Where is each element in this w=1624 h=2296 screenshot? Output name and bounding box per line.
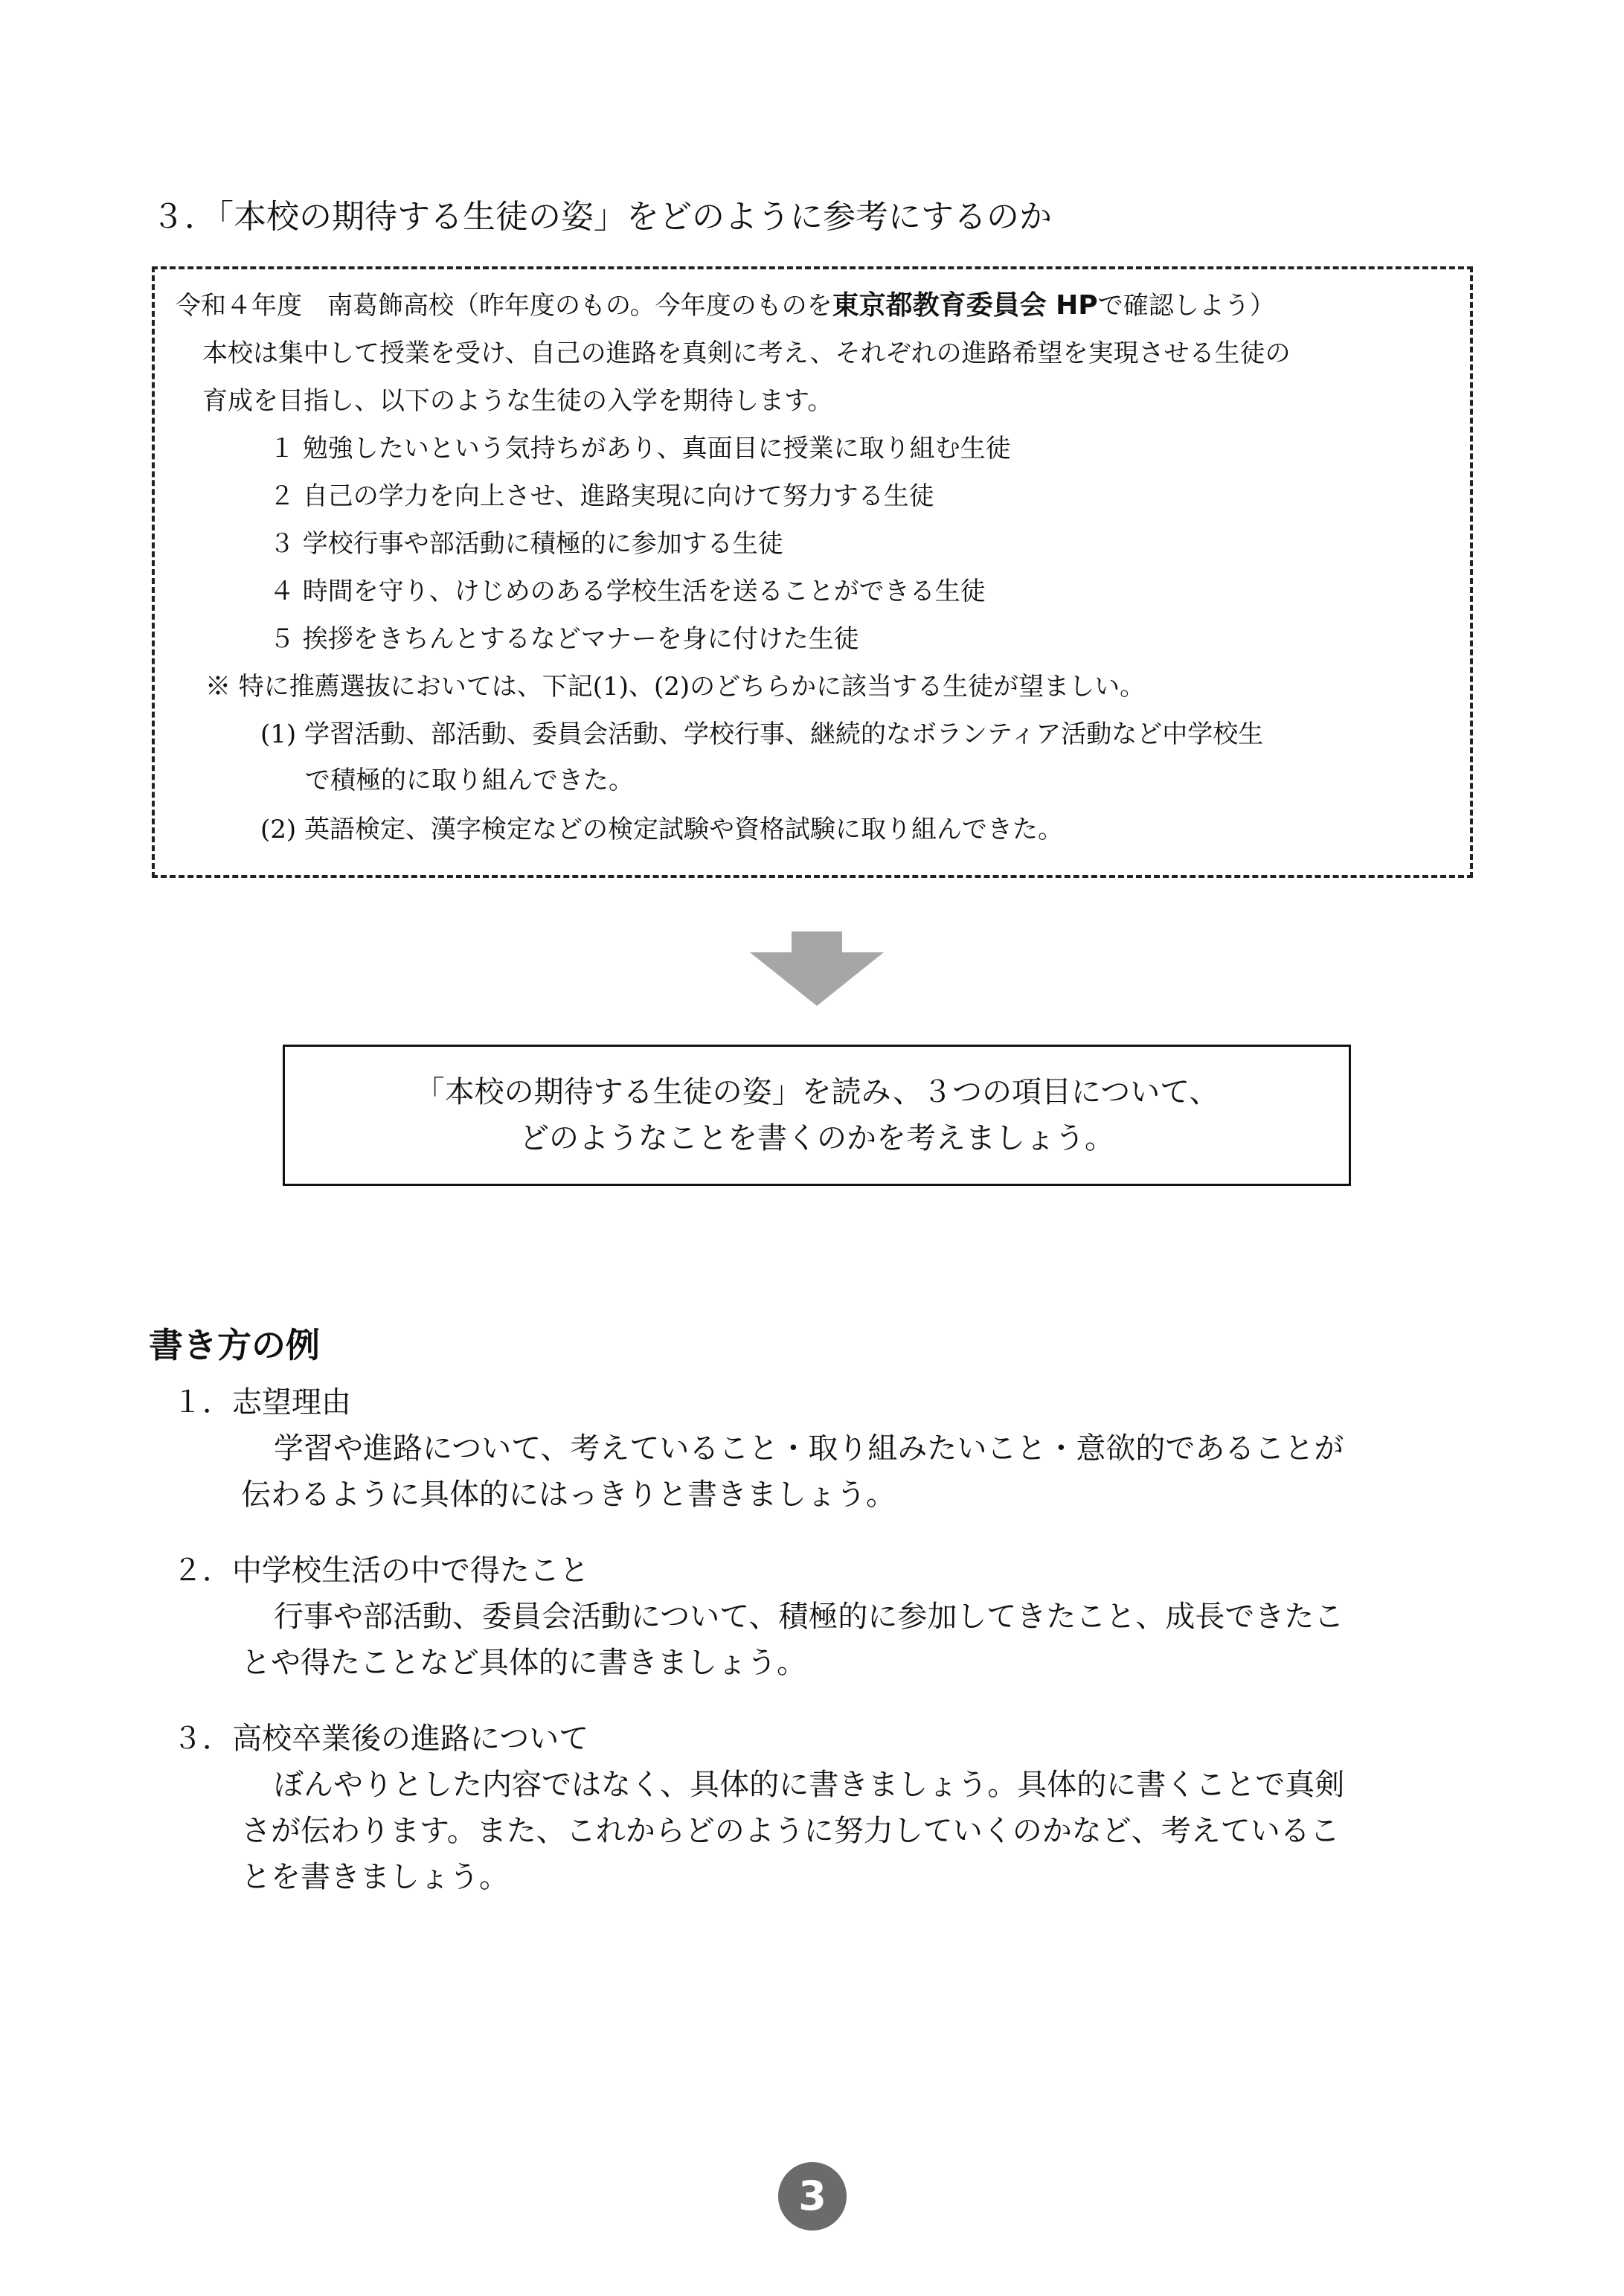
callout-line-2: どのようなことを書くのかを考えましょう。 <box>519 1121 1114 1155</box>
expectation-item: ４ 時間を守り、けじめのある学校生活を送ることができる生徒 <box>269 577 986 606</box>
recommendation-note: ※ 特に推薦選抜においては、下記(1)、(2)のどちらかに該当する生徒が望ましい。 <box>205 672 1146 702</box>
box-header-bold: 東京都教育委員会 HP <box>832 290 1098 321</box>
instruction-callout <box>283 1045 1351 1186</box>
example-item-line: 学習や進路について、考えていること・取り組みたいこと・意欲的であることが <box>274 1431 1344 1466</box>
example-item-line: とを書きましょう。 <box>241 1860 509 1894</box>
recommendation-sub-2: (2) 英語検定、漢字検定などの検定試験や資格試験に取り組んできた。 <box>260 815 1063 844</box>
examples-heading: 書き方の例 <box>149 1325 320 1365</box>
example-item-line: 行事や部活動、委員会活動について、積極的に参加してきたこと、成長できたこ <box>274 1600 1344 1634</box>
section-title: ３．「本校の期待する生徒の姿」をどのように参考にするのか <box>152 198 1052 236</box>
recommendation-sub-1a: (1) 学習活動、部活動、委員会活動、学校行事、継続的なボランティア活動など中学校生 <box>260 719 1264 749</box>
example-item-title: ２．中学校生活の中で得たこと <box>173 1553 589 1588</box>
expectation-item: ５ 挨拶をきちんとするなどマナーを身に付けた生徒 <box>269 624 859 654</box>
example-item-title: １．志望理由 <box>173 1385 351 1420</box>
example-item-line: さが伝わります。また、これからどのように努力していくのかなど、考えているこ <box>241 1814 1340 1848</box>
example-item-line: ぼんやりとした内容ではなく、具体的に書きましょう。具体的に書くことで真剣 <box>274 1768 1345 1802</box>
down-arrow-icon <box>750 931 884 1006</box>
page-number-badge: 3 <box>778 2162 847 2231</box>
expectation-item: ２ 自己の学力を向上させ、進路実現に向けて努力する生徒 <box>269 481 934 511</box>
box-intro-line-1: 本校は集中して授業を受け、自己の進路を真剣に考え、それぞれの進路希望を実現させる生徒の <box>202 339 1291 368</box>
box-intro-line-2: 育成を目指し、以下のような生徒の入学を期待します。 <box>202 386 833 416</box>
recommendation-sub-1b: で積極的に取り組んできた。 <box>305 766 634 795</box>
callout-line-1: 「本校の期待する生徒の姿」を読み、３つの項目について、 <box>414 1075 1219 1109</box>
box-header-pre: 令和４年度 南葛飾高校（昨年度のもの。今年度のものを <box>176 291 832 321</box>
example-item-line: とや得たことなど具体的に書きましょう。 <box>241 1646 806 1680</box>
expectation-item: １ 勉強したいという気持ちがあり、真面目に授業に取り組む生徒 <box>269 434 1011 464</box>
box-header <box>176 289 1275 323</box>
box-header-post: で確認しよう） <box>1097 291 1275 321</box>
example-item-line: 伝わるように具体的にはっきりと書きましょう。 <box>241 1478 896 1512</box>
expectation-item: ３ 学校行事や部活動に積極的に参加する生徒 <box>269 529 783 559</box>
example-item-title: ３．高校卒業後の進路について <box>173 1722 589 1756</box>
